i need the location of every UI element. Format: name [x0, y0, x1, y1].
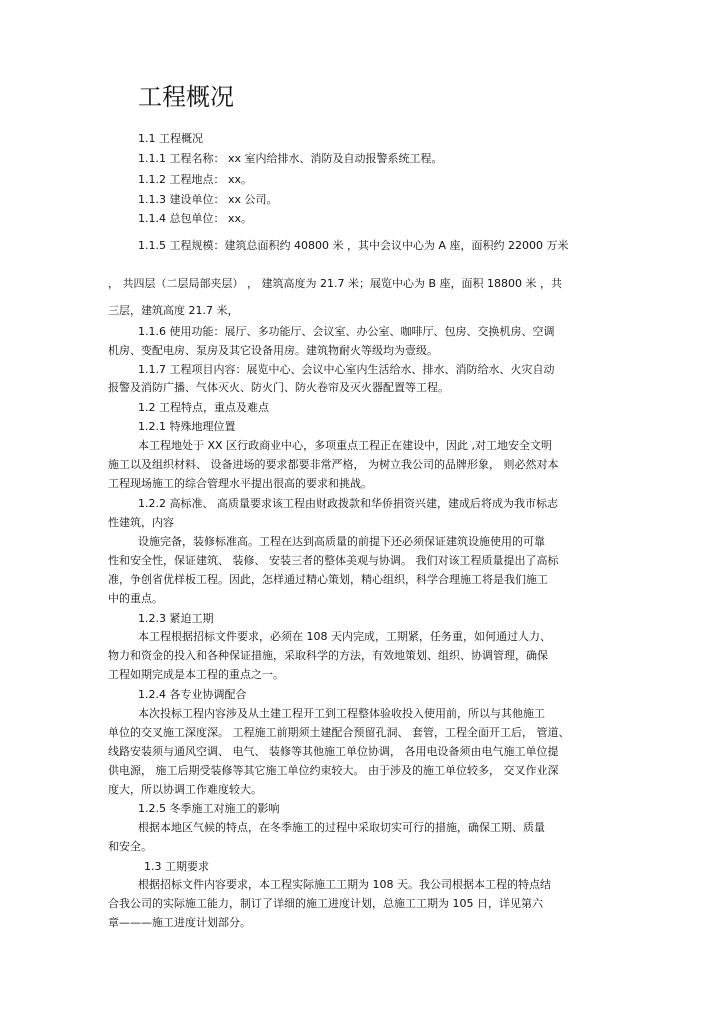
text-line: 1.1.1 工程名称： xx 室内给排水、消防及自动报警系统工程。 [138, 152, 443, 165]
section-heading-1-3: 1.3 工期要求 [144, 860, 209, 873]
text-line: 线路安装须与通风空调、 电气、 装修等其他施工单位协调， 各用电设备须由电气施工单位提 [108, 745, 559, 758]
text-line: 工程现场施工的综合管理水平提出很高的要求和挑战。 [108, 477, 372, 490]
text-line: 三层，建筑高度 21.7 米， [108, 304, 239, 317]
text-line: 章———施工进度计划部分。 [108, 916, 251, 929]
section-heading-1-2: 1.2 工程特点，重点及难点 [138, 401, 269, 414]
subsection-heading: 1.2.5 冬季施工对施工的影响 [138, 802, 280, 815]
text-line: 1.1.7 工程项目内容：展览中心、会议中心室内生活给水、排水、消防给水、火灾自动 [138, 363, 555, 376]
text-line: 供电源， 施工后期受装修等其它施工单位约束较大。 由于涉及的施工单位较多， 交叉作业深 [108, 764, 559, 777]
text-line: 单位的交叉施工深度深。 工程施工前期须土建配合预留孔洞、 套管，工程全面开工后， 管道、 [108, 726, 570, 739]
text-line: 施工以及组织材料、 设备进场的要求都要非常严格， 为树立我公司的品牌形象， 则必然对本 [108, 458, 559, 471]
subsection-heading: 1.2.3 紧迫工期 [138, 612, 214, 625]
text-line: 中的重点。 [108, 592, 163, 605]
text-line: 1.2.2 高标准、 高质量要求该工程由财政拨款和华侨捐资兴建，建成后将成为我市标志 [138, 497, 558, 510]
text-line: 1.1.4 总包单位： xx。 [138, 212, 253, 225]
text-line: 性建筑，内容 [108, 516, 174, 529]
text-line: 机房、变配电房、泵房及其它设备用房。建筑物耐火等级均为壹级。 [108, 344, 438, 357]
text-line: 本次投标工程内容涉及从土建工程开工到工程整体验收投入使用前，所以与其他施工 [138, 707, 545, 720]
text-line: 准，争创省优样板工程。因此，怎样通过精心策划，精心组织，科学合理施工将是我们施工 [108, 573, 548, 586]
text-line: 1.1.6 使用功能：展厅、多功能厅、会议室、办公室、咖啡厅、包房、交换机房、空调 [138, 325, 555, 338]
text-line: 工程如期完成是本工程的重点之一。 [108, 668, 284, 681]
text-line: ， 共四层（二层局部夹层） ， 建筑高度为 21.7 米；展览中心为 B 座，面积 18800 米 ，共 [108, 277, 562, 290]
text-line: 和安全。 [108, 840, 152, 853]
text-line: 本工程地处于 XX 区行政商业中心，多项重点工程正在建设中，因此 ,对工地安全文明 [138, 439, 553, 452]
text-line: 设施完备，装修标准高。工程在达到高质量的前提下还必须保证建筑设施使用的可靠 [138, 535, 545, 548]
subsection-heading: 1.2.1 特殊地理位置 [138, 420, 236, 433]
text-line: 报警及消防广播、气体灭火、防火门、防火卷帘及灭火器配置等工程。 [108, 381, 449, 394]
page-title: 工程概况 [138, 83, 234, 111]
text-line: 度大，所以协调工作难度较大。 [108, 783, 262, 796]
text-line: 1.1.5 工程规模：建筑总面积约 40800 米 ，其中会议中心为 A 座，面积约 22000 万米 [138, 239, 569, 252]
subsection-heading: 1.2.4 各专业协调配合 [138, 688, 247, 701]
text-line: 1.1.3 建设单位： xx 公司。 [138, 193, 278, 206]
text-line: 根据招标文件内容要求，本工程实际施工工期为 108 天。我公司根据本工程的特点结 [138, 878, 551, 891]
text-line: 根据本地区气候的特点，在冬季施工的过程中采取切实可行的措施，确保工期、质量 [138, 821, 545, 834]
text-line: 合我公司的实际施工能力，制订了详细的施工进度计划，总施工工期为 105 日，详见第六 [108, 897, 543, 910]
section-heading-1-1: 1.1 工程概况 [138, 132, 203, 145]
text-line: 性和安全性，保证建筑、 装修、 安装三者的整体美观与协调。 我们对该工程质量提出了高标 [108, 554, 559, 567]
text-line: 物力和资金的投入和各种保证措施，采取科学的方法，有效地策划、组织、协调管理，确保 [108, 649, 548, 662]
text-line: 本工程根据招标文件要求，必须在 108 天内完成，工期紧，任务重，如何通过人力、 [138, 630, 551, 643]
text-line: 1.1.2 工程地点： xx。 [138, 173, 253, 186]
